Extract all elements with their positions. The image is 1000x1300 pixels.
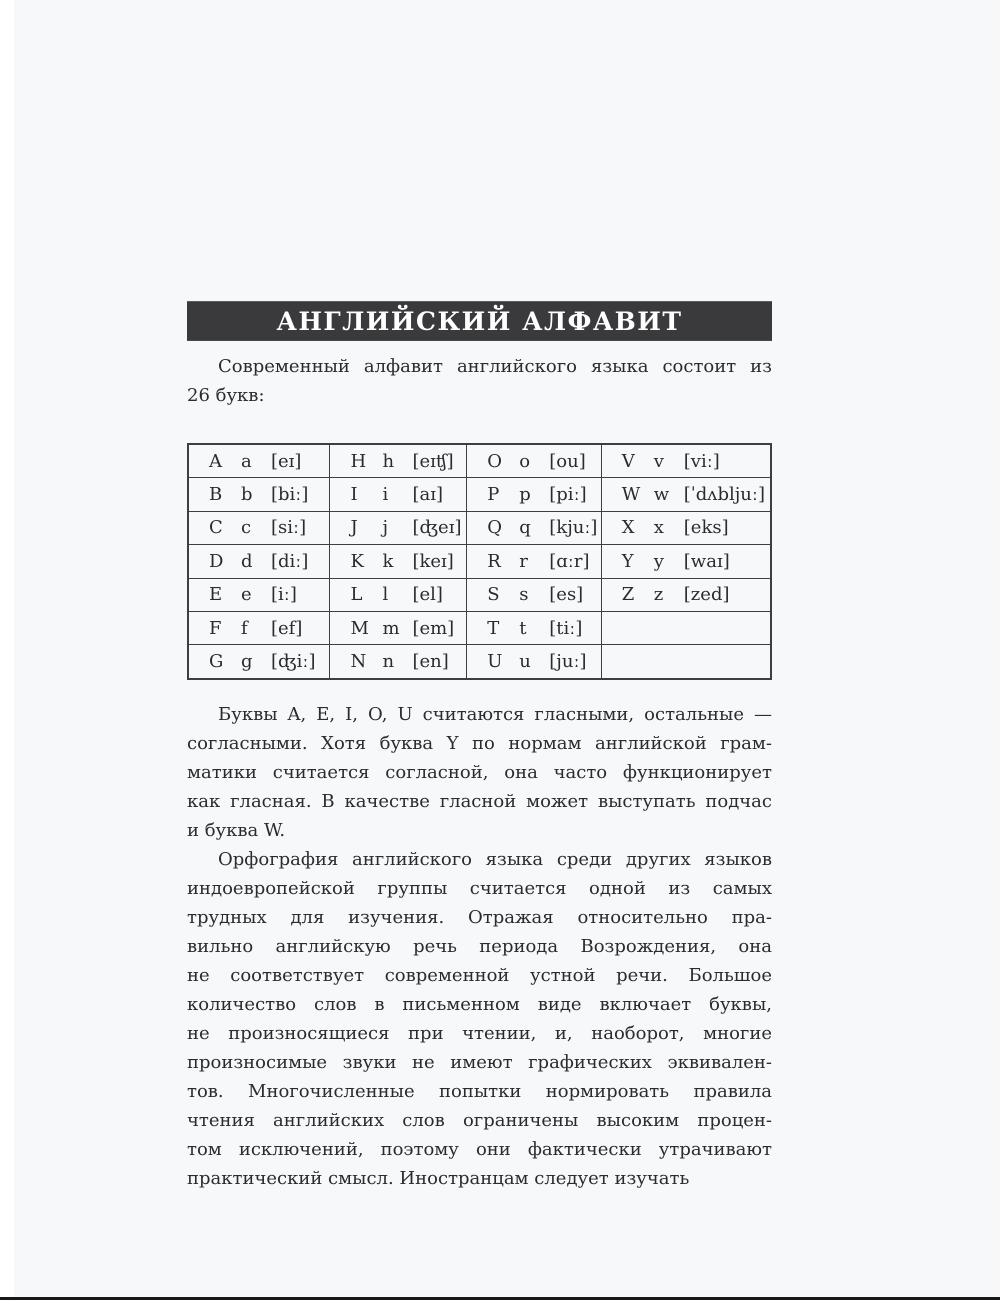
chapter-title-bar <box>187 301 772 341</box>
letter-upper: J <box>350 517 358 539</box>
text-line: не соответствует современной устной речи. Большое <box>187 965 772 986</box>
table-row <box>188 478 771 511</box>
letter-ipa: [diː] <box>271 550 309 572</box>
letter-cell-content <box>189 579 329 611</box>
letter-upper: T <box>487 617 500 639</box>
text-line: как гласная. В качестве гласной может выступать подчас <box>187 791 772 812</box>
letter-upper: C <box>209 517 223 539</box>
letter-ipa: [iː] <box>271 584 297 606</box>
letter-ipa: [en] <box>412 651 449 673</box>
letter-ipa: [keɪ] <box>412 550 454 572</box>
letter-cell-O <box>467 444 602 478</box>
letter-cell-J <box>330 511 467 544</box>
text-line: количество слов в письменном виде включает буквы, <box>187 994 772 1015</box>
table-row <box>188 511 771 544</box>
letter-upper: H <box>350 450 367 472</box>
letter-upper: N <box>350 651 367 673</box>
letter-cell-content <box>330 478 466 510</box>
text-line: Орфография английского языка среди других языков <box>218 849 772 870</box>
letter-lower: h <box>382 450 395 472</box>
letter-ipa: [el] <box>412 584 443 606</box>
letter-lower: r <box>519 550 528 572</box>
letter-upper: P <box>487 484 500 506</box>
letter-cell-K <box>330 545 467 578</box>
letter-cell-content <box>467 478 601 510</box>
text-line: чтения английских слов ограничены высоким процен- <box>187 1110 772 1131</box>
letter-cell-content <box>189 445 329 477</box>
letter-cell-content <box>330 512 466 544</box>
letter-ipa: [eɪ] <box>271 450 302 472</box>
letter-lower: j <box>382 517 389 539</box>
letter-cell-H <box>330 444 467 478</box>
letter-cell-content <box>467 645 601 677</box>
table-row <box>188 645 771 679</box>
letter-ipa: [juː] <box>549 651 587 673</box>
letter-ipa: [eks] <box>683 517 729 539</box>
intro-paragraph <box>187 352 772 410</box>
letter-cell-content <box>330 645 466 677</box>
letter-ipa: [piː] <box>549 484 587 506</box>
letter-lower: x <box>653 517 664 539</box>
letter-cell-S <box>467 578 602 611</box>
letter-cell-content <box>189 545 329 577</box>
letter-cell-R <box>467 545 602 578</box>
letter-lower: b <box>241 484 253 506</box>
letter-cell-W <box>601 478 771 511</box>
letter-cell-content <box>330 445 466 477</box>
letter-upper: Q <box>487 517 503 539</box>
alphabet-table <box>187 443 772 680</box>
text-line: произносимые звуки не имеют графических эквивален- <box>187 1052 772 1073</box>
table-row <box>188 578 771 611</box>
letter-upper: U <box>487 651 503 673</box>
letter-cell-C <box>188 511 330 544</box>
letter-cell-N <box>330 645 467 679</box>
letter-cell-V <box>601 444 771 478</box>
letter-cell-P <box>467 478 602 511</box>
letter-lower: i <box>382 484 389 506</box>
letter-cell-Y <box>601 545 771 578</box>
left-margin-strip <box>0 0 14 1300</box>
text-line: Буквы A, E, I, O, U считаются гласными, остальные — <box>218 704 772 725</box>
letter-ipa: [eɪʧ] <box>412 450 454 472</box>
empty-cell <box>601 645 771 679</box>
body-paragraphs <box>187 700 772 1193</box>
text-line: 26 букв: <box>187 385 265 406</box>
letter-upper: I <box>350 484 358 506</box>
letter-upper: W <box>621 484 641 506</box>
letter-upper: M <box>350 617 369 639</box>
letter-ipa: [tiː] <box>549 617 583 639</box>
letter-lower: e <box>241 584 252 606</box>
letter-ipa: [ɑːr] <box>549 550 590 572</box>
letter-upper: X <box>621 517 635 539</box>
letter-lower: u <box>519 651 531 673</box>
letter-upper: S <box>487 584 500 606</box>
text-line: практический смысл. Иностранцам следует изучать <box>187 1168 690 1189</box>
letter-lower: t <box>519 617 527 639</box>
letter-ipa: [ou] <box>549 450 586 472</box>
letter-cell-content <box>330 612 466 644</box>
letter-upper: G <box>209 651 224 673</box>
table-row <box>188 611 771 644</box>
text-line: индоевропейской группы считается одной из самых <box>187 878 772 899</box>
letter-cell-Q <box>467 511 602 544</box>
letter-ipa: [viː] <box>683 450 720 472</box>
letter-ipa: [ʤiː] <box>271 651 316 673</box>
letter-cell-B <box>188 478 330 511</box>
letter-upper: O <box>487 450 503 472</box>
letter-cell-content <box>602 545 770 577</box>
letter-cell-content <box>467 545 601 577</box>
letter-ipa: [es] <box>549 584 584 606</box>
text-line: том исключений, поэтому они фактически утрачивают <box>187 1139 772 1160</box>
letter-cell-M <box>330 611 467 644</box>
letter-lower: q <box>519 517 531 539</box>
letter-upper: Z <box>621 584 635 606</box>
text-line: тов. Многочисленные попытки нормировать правила <box>187 1081 772 1102</box>
table-row <box>188 444 771 478</box>
letter-lower: f <box>241 617 248 639</box>
letter-lower: s <box>519 584 529 606</box>
letter-cell-content <box>602 612 770 644</box>
letter-upper: D <box>209 550 224 572</box>
letter-lower: k <box>382 550 394 572</box>
letter-ipa: [zed] <box>683 584 730 606</box>
letter-ipa: [aɪ] <box>412 484 443 506</box>
letter-cell-content <box>189 478 329 510</box>
letter-ipa: [em] <box>412 617 455 639</box>
letter-cell-content <box>602 478 770 510</box>
letter-cell-G <box>188 645 330 679</box>
letter-lower: c <box>241 517 252 539</box>
letter-cell-A <box>188 444 330 478</box>
letter-cell-content <box>189 612 329 644</box>
letter-cell-U <box>467 645 602 679</box>
letter-ipa: [kjuː] <box>549 517 598 539</box>
letter-upper: E <box>209 584 223 606</box>
letter-cell-content <box>467 512 601 544</box>
letter-cell-content <box>189 645 329 677</box>
letter-upper: L <box>350 584 363 606</box>
letter-cell-content <box>467 445 601 477</box>
letter-upper: A <box>209 450 222 472</box>
letter-cell-Z <box>601 578 771 611</box>
letter-lower: a <box>241 450 252 472</box>
text-line: трудных для изучения. Отражая относительно пра- <box>187 907 772 928</box>
text-line: не произносящиеся при чтении, и, наоборот, многие <box>187 1023 772 1044</box>
letter-lower: w <box>653 484 670 506</box>
letter-ipa: [ˈdʌbljuː] <box>683 484 765 506</box>
letter-upper: B <box>209 484 223 506</box>
letter-ipa: [biː] <box>271 484 309 506</box>
letter-lower: p <box>519 484 531 506</box>
letter-cell-content <box>602 579 770 611</box>
letter-lower: l <box>382 584 389 606</box>
letter-cell-D <box>188 545 330 578</box>
page-content <box>187 0 772 1300</box>
text-line: вильно английскую речь периода Возрождения, она <box>187 936 772 957</box>
letter-lower: d <box>241 550 253 572</box>
letter-cell-content <box>602 445 770 477</box>
letter-lower: m <box>382 617 400 639</box>
letter-lower: g <box>241 651 253 673</box>
letter-upper: K <box>350 550 364 572</box>
letter-cell-I <box>330 478 467 511</box>
letter-ipa: [waɪ] <box>683 550 730 572</box>
letter-cell-content <box>330 545 466 577</box>
letter-ipa: [ʤeɪ] <box>412 517 462 539</box>
text-line: и буква W. <box>187 820 286 841</box>
letter-cell-content <box>330 579 466 611</box>
letter-cell-content <box>602 645 770 677</box>
letter-cell-L <box>330 578 467 611</box>
letter-lower: z <box>653 584 664 606</box>
letter-cell-F <box>188 611 330 644</box>
letter-lower: n <box>382 651 395 673</box>
letter-upper: F <box>209 617 222 639</box>
letter-cell-content <box>467 612 601 644</box>
text-line: согласными. Хотя буква Y по нормам английской грам- <box>187 733 772 754</box>
letter-cell-T <box>467 611 602 644</box>
letter-cell-content <box>602 512 770 544</box>
empty-cell <box>601 611 771 644</box>
letter-cell-content <box>189 512 329 544</box>
letter-lower: y <box>653 550 664 572</box>
letter-lower: o <box>519 450 531 472</box>
letter-ipa: [ef] <box>271 617 303 639</box>
chapter-title: АНГЛИЙСКИЙ АЛФАВИТ <box>276 306 683 336</box>
letter-lower: v <box>653 450 664 472</box>
letter-ipa: [siː] <box>271 517 307 539</box>
table-row <box>188 545 771 578</box>
text-line: матики считается согласной, она часто функционирует <box>187 762 772 783</box>
text-line: Современный алфавит английского языка состоит из <box>218 356 772 377</box>
letter-cell-X <box>601 511 771 544</box>
letter-cell-content <box>467 579 601 611</box>
letter-upper: R <box>487 550 501 572</box>
letter-cell-E <box>188 578 330 611</box>
letter-upper: Y <box>621 550 634 572</box>
letter-upper: V <box>621 450 635 472</box>
